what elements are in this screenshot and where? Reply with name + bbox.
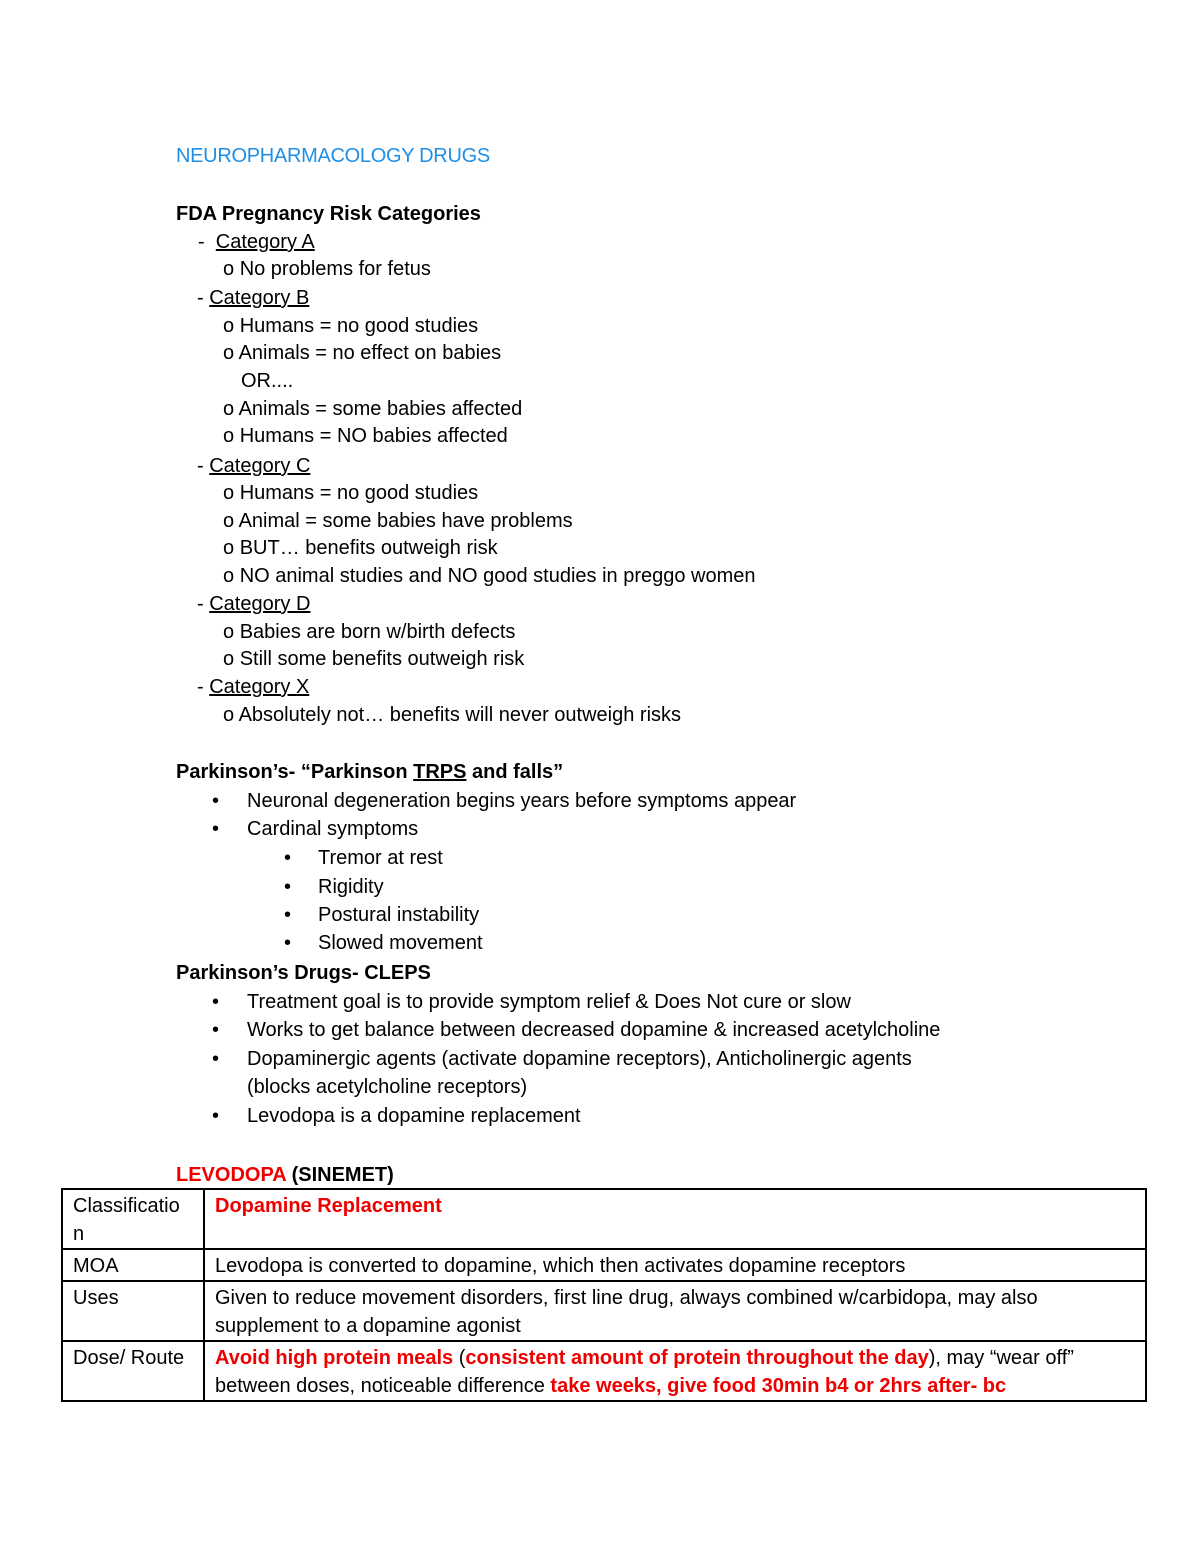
bullet-text-continued: (blocks acetylcholine receptors) bbox=[247, 1076, 528, 1098]
sub-bullet-text: Rigidity bbox=[318, 876, 384, 898]
bullet-item bbox=[212, 1045, 219, 1073]
bullet-icon: • bbox=[284, 904, 292, 926]
sub-item: o BUT… benefits outweigh risk bbox=[223, 537, 498, 559]
document-title: NEUROPHARMACOLOGY DRUGS bbox=[176, 145, 490, 167]
row-label-uses: Uses bbox=[62, 1281, 204, 1341]
bullet-text: Works to get balance between decreased dopamine & increased acetylcholine bbox=[247, 1019, 941, 1041]
bullet-icon: • bbox=[212, 1019, 220, 1041]
circle-bullet-icon: o bbox=[223, 565, 235, 587]
bullet-item bbox=[212, 787, 219, 815]
levodopa-table bbox=[61, 1188, 1147, 1402]
circle-bullet-icon: o bbox=[223, 510, 235, 532]
brand-name: (SINEMET) bbox=[286, 1164, 394, 1186]
category-c-item bbox=[197, 452, 310, 480]
category-c-label: Category C bbox=[209, 455, 311, 477]
dash-marker: - bbox=[197, 593, 204, 615]
circle-bullet-icon: o bbox=[223, 482, 235, 504]
drug-name: LEVODOPA bbox=[176, 1164, 287, 1186]
levodopa-heading bbox=[176, 1161, 394, 1189]
category-b-item bbox=[197, 284, 309, 312]
sub-item: o Animals = no effect on babies bbox=[223, 342, 502, 364]
classification-value: Dopamine Replacement bbox=[204, 1189, 1146, 1249]
bullet-icon: • bbox=[284, 932, 292, 954]
circle-bullet-icon: o bbox=[223, 398, 235, 420]
sub-bullet-item bbox=[284, 901, 291, 929]
bullet-icon: • bbox=[212, 1105, 220, 1127]
table-row bbox=[62, 1249, 1146, 1281]
bullet-text: Dopaminergic agents (activate dopamine receptors), Anticholinergic agents bbox=[247, 1048, 912, 1070]
sub-item: o Babies are born w/birth defects bbox=[223, 621, 516, 643]
table-row bbox=[62, 1281, 1146, 1341]
row-label-moa: MOA bbox=[62, 1249, 204, 1281]
bullet-text: Treatment goal is to provide symptom relief & Does Not cure or slow bbox=[247, 991, 851, 1013]
circle-bullet-icon: o bbox=[223, 425, 235, 447]
circle-bullet-icon: o bbox=[223, 342, 235, 364]
fda-heading: FDA Pregnancy Risk Categories bbox=[176, 203, 481, 225]
category-d-item bbox=[197, 590, 310, 618]
moa-value: Levodopa is converted to dopamine, which then activates dopamine receptors bbox=[204, 1249, 1146, 1281]
bullet-icon: • bbox=[212, 991, 220, 1013]
bullet-icon: • bbox=[284, 847, 292, 869]
dose-route-value: Avoid high protein meals (consistent amount of protein throughout the day), may “wear off” between doses, noticeable difference take weeks, give food 30min b4 or 2hrs after- bc bbox=[204, 1341, 1146, 1401]
sub-item: o Still some benefits outweigh risk bbox=[223, 648, 525, 670]
category-x-label: Category X bbox=[209, 676, 310, 698]
bullet-icon: • bbox=[212, 1048, 220, 1070]
sub-item: o Absolutely not… benefits will never outweigh risks bbox=[223, 704, 682, 726]
sub-bullet-item bbox=[284, 873, 291, 901]
table-row bbox=[62, 1189, 1146, 1249]
bullet-text: Neuronal degeneration begins years before symptoms appear bbox=[247, 790, 797, 812]
sub-item: o Humans = no good studies bbox=[223, 315, 479, 337]
category-a-label: Category A bbox=[215, 231, 315, 253]
highlight-text: Levodopa is a dopamine replacement bbox=[247, 1105, 581, 1127]
category-a-item bbox=[198, 228, 315, 256]
or-text: OR.... bbox=[241, 370, 294, 392]
sub-bullet-item bbox=[284, 929, 291, 957]
category-d-label: Category D bbox=[209, 593, 311, 615]
sub-item: o Humans = no good studies bbox=[223, 482, 479, 504]
bullet-text: Cardinal symptoms bbox=[247, 818, 419, 840]
sub-item: o Animal = some babies have problems bbox=[223, 510, 573, 532]
parkinsons-heading: Parkinson’s- “Parkinson TRPS and falls” bbox=[176, 761, 564, 783]
sub-item: o Animals = some babies affected bbox=[223, 398, 523, 420]
circle-bullet-icon: o bbox=[223, 704, 235, 726]
row-label-dose-route: Dose/ Route bbox=[62, 1341, 204, 1401]
bullet-icon: • bbox=[212, 790, 220, 812]
category-x-item bbox=[197, 673, 309, 701]
table-row bbox=[62, 1341, 1146, 1401]
sub-item: o NO animal studies and NO good studies in preggo women bbox=[223, 565, 756, 587]
bullet-icon: • bbox=[212, 818, 220, 840]
bullet-item bbox=[212, 1016, 219, 1044]
dash-marker: - bbox=[197, 676, 204, 698]
sub-bullet-text: Tremor at rest bbox=[318, 847, 443, 869]
sub-item: o Humans = NO babies affected bbox=[223, 425, 508, 447]
sub-bullet-text: Slowed movement bbox=[318, 932, 483, 954]
circle-bullet-icon: o bbox=[223, 537, 235, 559]
dash-marker: - bbox=[197, 287, 204, 309]
circle-bullet-icon: o bbox=[223, 648, 235, 670]
uses-value: Given to reduce movement disorders, first line drug, always combined w/carbidopa, may also supplement to a dopamine agonist bbox=[204, 1281, 1146, 1341]
category-b-label: Category B bbox=[209, 287, 310, 309]
dash-marker: - bbox=[198, 231, 205, 253]
sub-bullet-item bbox=[284, 844, 291, 872]
circle-bullet-icon: o bbox=[223, 315, 235, 337]
circle-bullet-icon: o bbox=[223, 621, 235, 643]
trps-mnemonic: TRPS bbox=[413, 761, 467, 783]
sub-bullet-text: Postural instability bbox=[318, 904, 480, 926]
bullet-item bbox=[212, 988, 219, 1016]
circle-bullet-icon: o bbox=[223, 258, 235, 280]
dash-marker: - bbox=[197, 455, 204, 477]
sub-item: o No problems for fetus bbox=[223, 258, 431, 280]
bullet-icon: • bbox=[284, 876, 292, 898]
drugs-heading: Parkinson’s Drugs- CLEPS bbox=[176, 962, 431, 984]
row-label-classification: Classificatio n bbox=[62, 1189, 204, 1249]
bullet-item bbox=[212, 815, 219, 843]
